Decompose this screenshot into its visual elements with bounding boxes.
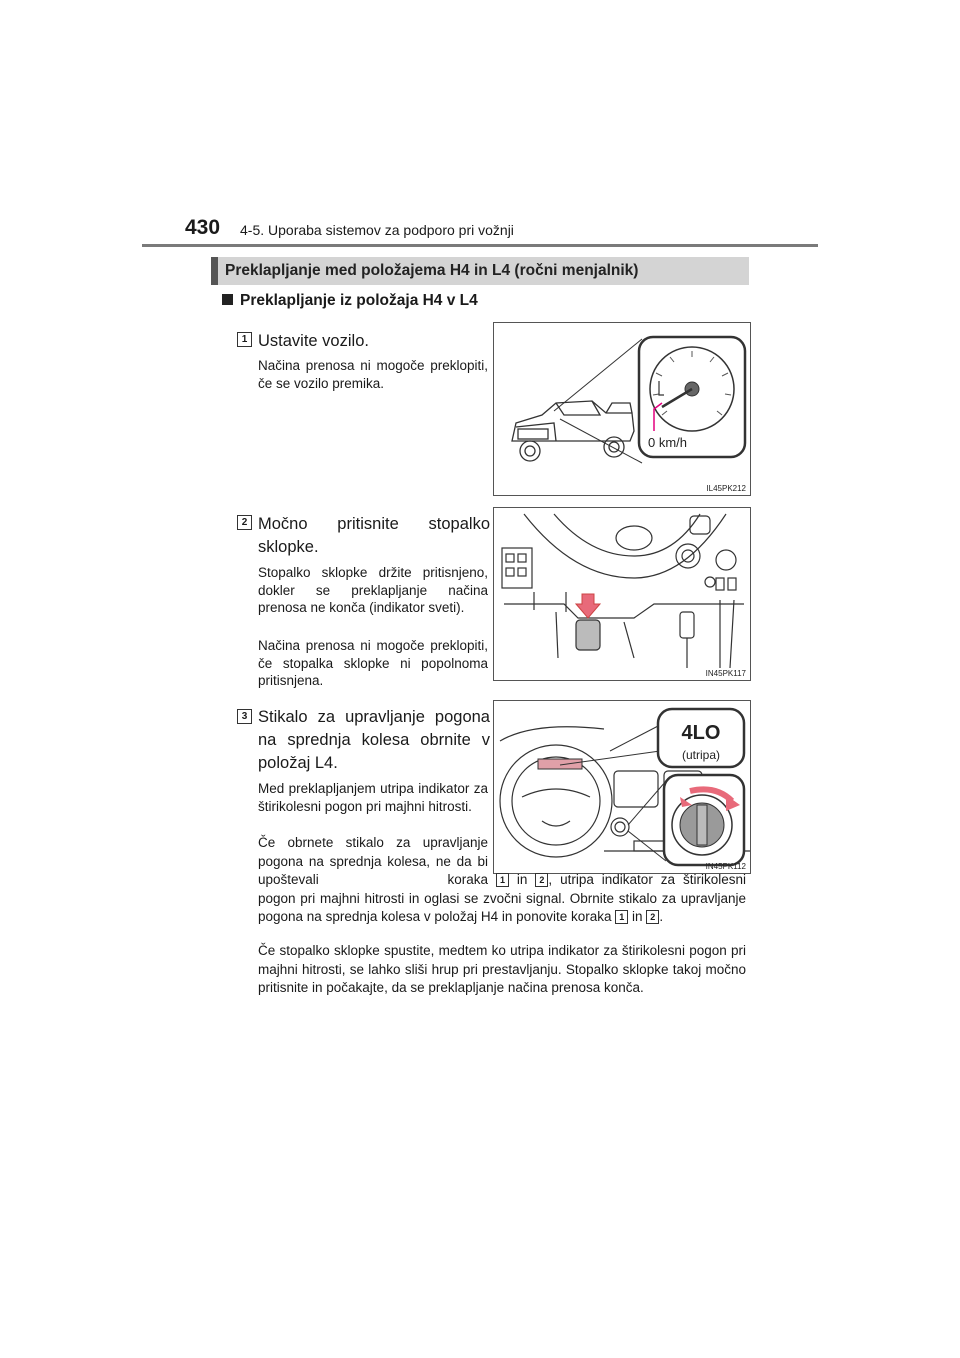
in-word: in — [516, 872, 528, 887]
step-number-1: 1 — [237, 332, 252, 347]
section-title: Preklapljanje med položajema H4 in L4 (ročni menjalnik) — [225, 262, 639, 279]
step-number-3: 3 — [237, 709, 252, 724]
speed-callout-label: 0 km/h — [648, 435, 688, 450]
step-3-note: Med preklapljanjem utripa indikator za štirikolesni pogon pri majhni hitrosti. — [258, 781, 488, 814]
figure-code: IN45PK117 — [705, 669, 746, 678]
indicator-blink-label: (utripa) — [681, 748, 721, 762]
page-number: 430 — [185, 216, 221, 239]
section-bar-accent — [211, 257, 218, 285]
note-line-2: , utripa indikator za štirikolesni pogon pri majhni hitrosti in oglasi se zvočni signal. Obrnite stikalo za upravljanje pogona na sprednja kolesa v položaj H4 in ponovite koraka — [258, 872, 746, 924]
running-header: 4-5. Uporaba sistemov za podporo pri vožnji — [240, 222, 514, 238]
step-3-title: Stikalo za upravljanje pogona na sprednja kolesa obrnite v položaj L4. — [258, 708, 490, 772]
figure-stopped-vehicle — [493, 322, 751, 496]
clutch-pedal-illustration — [494, 508, 750, 680]
note-end: . — [659, 909, 664, 924]
step-ref-1: 1 — [496, 873, 509, 887]
figure-code: IN45PK112 — [705, 862, 746, 871]
final-note: Če stopalko sklopke spustite, medtem ko utripa indikator za štirikolesni pogon pri majhni hitrosti, se lahko sliši hrup pri prestavljanju. Stopalko sklopke takoj močno pritisnite in počakajte, da se preklapljanje načina prenosa konča. — [258, 943, 746, 995]
step-1-title: Ustavite vozilo. — [258, 332, 369, 350]
step-2-note-1: Stopalko sklopke držite pritisnjeno, dokler se preklapljanje načina prenosa ne konča (indikator sveti). — [258, 565, 488, 615]
step-number-2: 2 — [237, 515, 252, 530]
figure-code: IL45PK212 — [706, 484, 746, 493]
step-2-title: Močno pritisnite stopalko sklopke. — [258, 515, 490, 556]
sub-heading-text: Preklapljanje iz položaja H4 v L4 — [240, 292, 478, 309]
in-word: in — [632, 909, 643, 924]
sub-heading — [222, 292, 478, 310]
note-line-1: Če obrnete stikalo za upravljanje pogona na sprednja kolesa, ne da bi upoštevali koraka — [258, 835, 488, 887]
step-2-note-2: Načina prenosa ni mogoče preklopiti, če stopalka sklopke ni popolnoma pritisnjena. — [258, 638, 488, 688]
header-rule — [142, 244, 818, 247]
indicator-4lo-label: 4LO — [681, 722, 721, 744]
step-ref-2: 2 — [646, 910, 659, 924]
step-ref-2: 2 — [535, 873, 548, 887]
section-title-bar — [211, 257, 749, 285]
square-bullet-icon — [222, 294, 233, 305]
step-3-warning-note — [258, 834, 746, 927]
step-ref-1: 1 — [615, 910, 628, 924]
figure-clutch-pedal — [493, 507, 751, 681]
step-1-note: Načina prenosa ni mogoče preklopiti, če se vozilo premika. — [258, 358, 488, 391]
truck-speedometer-illustration — [494, 323, 750, 495]
